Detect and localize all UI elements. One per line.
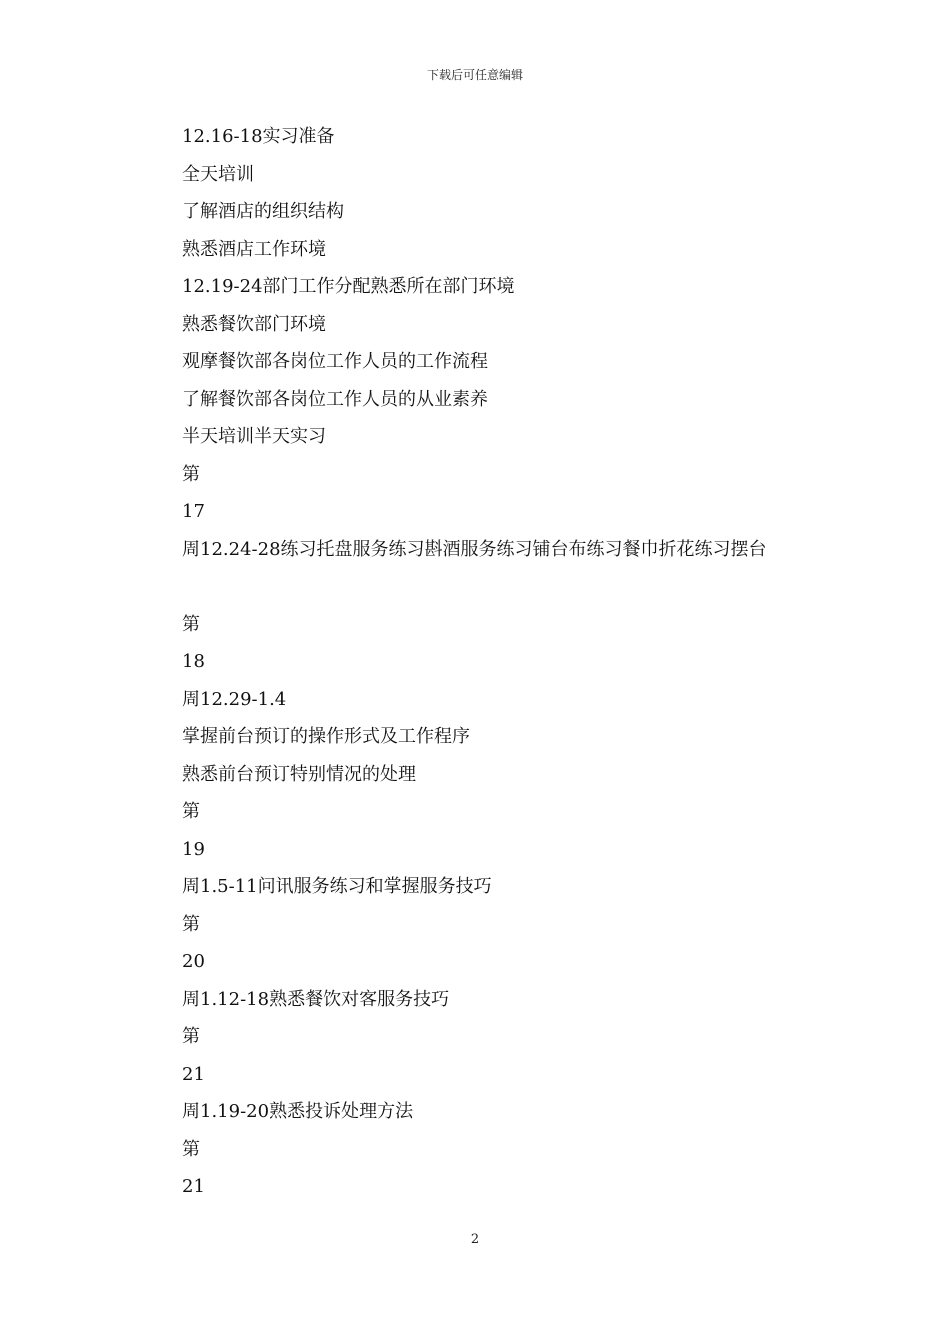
document-body (182, 118, 882, 1206)
text-line: 第 (182, 1138, 200, 1160)
page-number: 2 (470, 1232, 480, 1247)
text-line: 熟悉酒店工作环境 (182, 238, 326, 260)
text-line: 17 (182, 501, 205, 522)
text-line: 20 (182, 951, 205, 972)
text-line: 周1.19-20熟悉投诉处理方法 (182, 1101, 414, 1122)
text-line: 熟悉餐饮部门环境 (182, 313, 326, 335)
text-line: 掌握前台预订的操作形式及工作程序 (182, 726, 470, 747)
text-line: 第 (182, 463, 200, 485)
text-line: 第 (182, 913, 200, 935)
text-line: 第 (182, 613, 200, 635)
text-line: 第 (182, 801, 200, 822)
text-line: 周1.5-11问讯服务练习和掌握服务技巧 (182, 876, 492, 897)
text-line: 了解餐饮部各岗位工作人员的从业素养 (182, 388, 488, 410)
text-line: 19 (182, 838, 205, 860)
text-line: 半天培训半天实习 (182, 426, 326, 447)
page-header: 下载后可任意编辑 (426, 68, 523, 82)
text-line: 观摩餐饮部各岗位工作人员的工作流程 (182, 351, 488, 372)
text-line: 21 (182, 1176, 205, 1197)
text-line: 熟悉前台预订特别情况的处理 (182, 763, 416, 785)
text-line: 21 (182, 1063, 205, 1085)
text-line: 18 (182, 651, 205, 672)
text-line: 全天培训 (182, 163, 254, 185)
text-line: 周12.24-28练习托盘服务练习斟酒服务练习铺台布练习餐巾折花练习摆台 (182, 538, 767, 560)
text-line: 12.16-18实习准备 (182, 126, 335, 147)
text-line: 周12.29-1.4 (182, 688, 287, 710)
text-line: 12.19-24部门工作分配熟悉所在部门环境 (182, 276, 515, 297)
text-line: 了解酒店的组织结构 (182, 201, 344, 222)
text-line: 第 (182, 1026, 200, 1047)
text-line: 周1.12-18熟悉餐饮对客服务技巧 (182, 988, 450, 1010)
blank-line (182, 568, 882, 606)
